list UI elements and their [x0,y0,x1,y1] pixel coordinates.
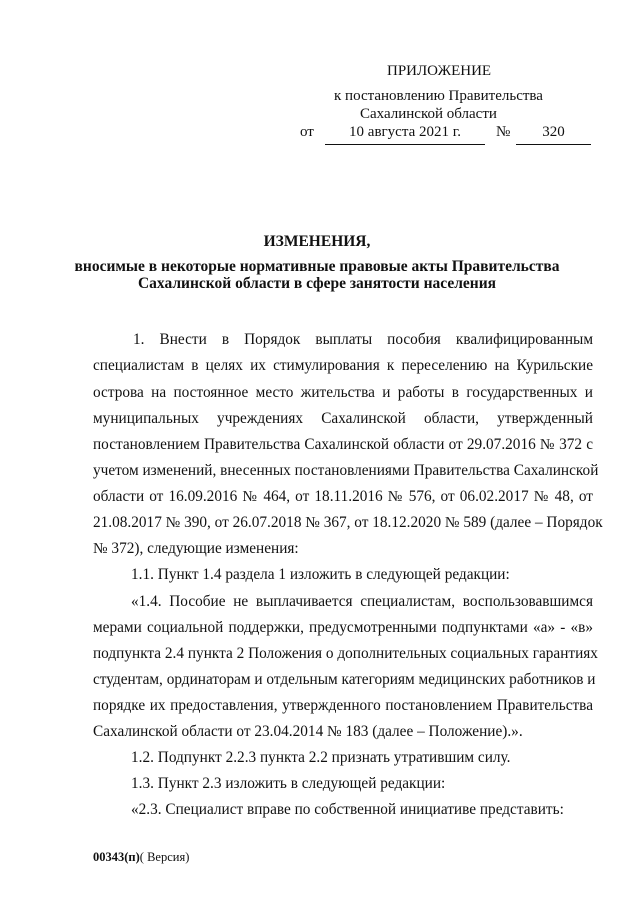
doc-subtitle-line-2: Сахалинской области в сфере занятости населения [137,275,497,292]
body-line: «2.3. Специалист вправе по собственной инициативе представить: [131,801,564,818]
footer-version: ( Версия) [139,850,190,864]
body-line: муниципальных учреждениях Сахалинской области, утвержденный [93,410,593,427]
body-line: 1.1. Пункт 1.4 раздела 1 изложить в следующей редакции: [131,566,510,583]
footer-doc-id [93,850,189,865]
footer-code: 00343(п) [93,850,140,864]
decree-date: 10 августа 2021 г. [325,124,485,145]
doc-subtitle-line-1: вносимые в некоторые нормативные правовые акты Правительства [74,258,560,275]
body-line: 1. Внести в Порядок выплаты пособия квалифицированным [133,331,593,348]
decree-number: 320 [516,124,591,145]
body-line: подпункта 2.4 пункта 2 Положения о дополнительных социальных гарантиях [93,645,598,662]
body-line: 21.08.2017 № 390, от 26.07.2018 № 367, от 18.12.2020 № 589 (далее – Порядок [93,514,603,531]
decree-reference: к постановлению Правительства [334,88,543,104]
body-line: 1.3. Пункт 2.3 изложить в следующей редакции: [131,775,446,792]
body-line: специалистам в целях их стимулирования к переселению на Курильские [93,357,593,374]
number-sign: № [496,124,511,140]
appendix-label: ПРИЛОЖЕНИЕ [387,63,492,79]
body-line: Сахалинской области от 23.04.2014 № 183 (далее – Положение).». [93,723,523,740]
body-line: острова на постоянное место жительства и работы в государственных и [93,384,593,401]
body-line: № 372), следующие изменения: [93,540,299,557]
body-line: мерами социальной поддержки, предусмотренными подпунктами «а» - «в» [93,619,593,636]
body-line: 1.2. Подпункт 2.2.3 пункта 2.2 признать утратившим силу. [131,749,511,766]
doc-title: ИЗМЕНЕНИЯ, [263,233,371,250]
body-line: области от 16.09.2016 № 464, от 18.11.2016 № 576, от 06.02.2017 № 48, от [93,488,593,505]
body-line: студентам, ординаторам и отдельным категориям медицинских работников и [93,671,596,688]
body-line: «1.4. Пособие не выплачивается специалистам, воспользовавшимся [131,593,593,610]
body-line: учетом изменений, внесенных постановлениями Правительства Сахалинской [93,462,599,479]
date-prefix: от [300,124,314,140]
body-line: порядке их предоставления, утвержденного постановлением Правительства [93,697,593,714]
body-line: постановлением Правительства Сахалинской области от 29.07.2016 № 372 с [93,436,593,453]
region-name: Сахалинской области [360,106,497,122]
